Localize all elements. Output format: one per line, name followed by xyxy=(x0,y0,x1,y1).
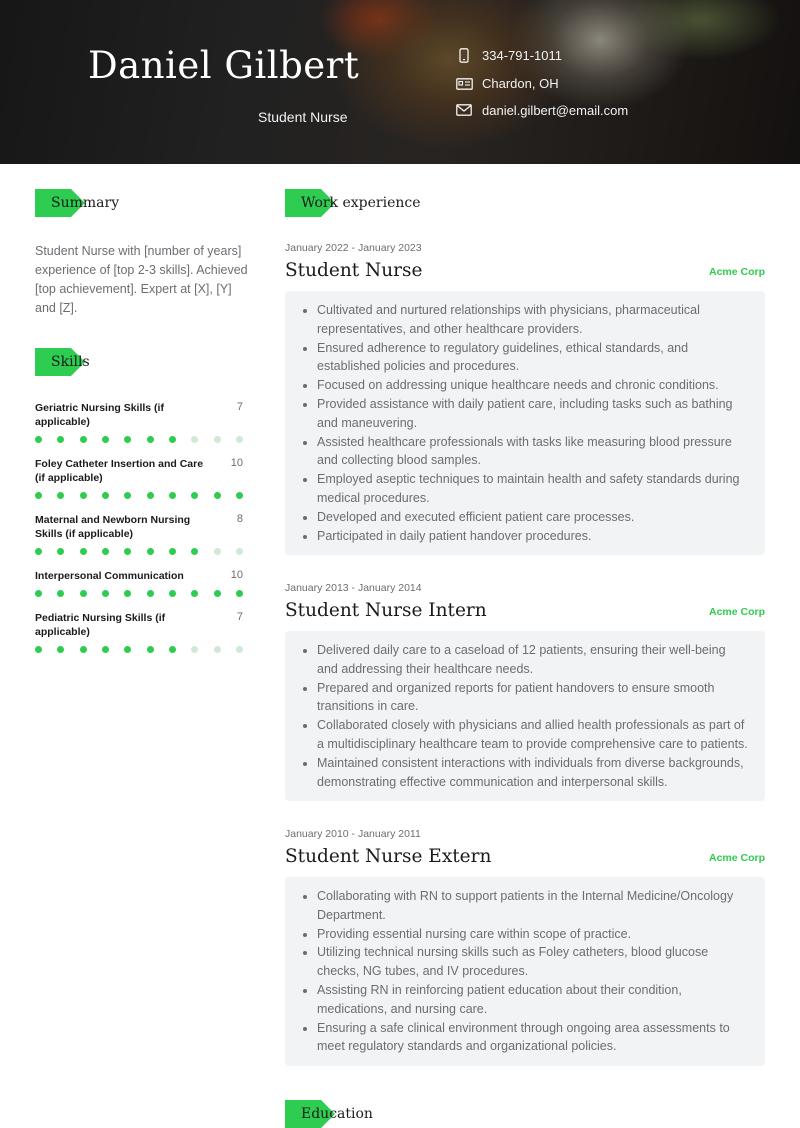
rating-dot-empty xyxy=(236,646,243,653)
work-heading-tag xyxy=(285,189,421,217)
rating-dot-filled xyxy=(102,548,109,555)
skill-name: Foley Catheter Insertion and Care (if applicable) xyxy=(35,458,204,484)
job-bullet: • Developed and executed efficient patient care processes. xyxy=(317,508,749,527)
rating-dot-empty xyxy=(214,436,221,443)
job-bullet: • Collaborating with RN to support patients in the Internal Medicine/Oncology Department. xyxy=(317,887,749,925)
email-text: daniel.gilbert@email.com xyxy=(482,102,629,118)
rating-dot-filled xyxy=(191,492,198,499)
rating-dot-filled xyxy=(57,646,64,653)
skill-name: Geriatric Nursing Skills (if applicable) xyxy=(35,402,164,428)
skill-item xyxy=(35,611,245,653)
location-text: Chardon, OH xyxy=(482,75,559,91)
job-description xyxy=(285,877,765,1066)
summary-heading: Summary xyxy=(51,195,120,211)
job-dates: January 2022 - January 2023 xyxy=(285,242,422,254)
rating-dot-filled xyxy=(35,548,42,555)
job-dates: January 2013 - January 2014 xyxy=(285,582,422,594)
job-description xyxy=(285,291,765,555)
rating-dot-filled xyxy=(80,590,87,597)
rating-dot-filled xyxy=(147,436,154,443)
contact-location xyxy=(455,75,559,91)
rating-dot-filled xyxy=(80,646,87,653)
job-bullet: • Ensured adherence to regulatory guidelines, ethical standards, and established policies and procedures. xyxy=(317,339,749,377)
job-company: Acme Corp xyxy=(708,606,765,618)
rating-dot-filled xyxy=(169,548,176,555)
contact-email xyxy=(455,102,628,118)
job-bullet: • Focused on addressing unique healthcare needs and chronic conditions. xyxy=(317,376,749,395)
rating-dot-filled xyxy=(169,590,176,597)
rating-dot-empty xyxy=(236,436,243,443)
skills-heading-tag xyxy=(35,348,90,376)
rating-dot-filled xyxy=(191,548,198,555)
job-entry xyxy=(285,582,765,801)
job-bullet: • Assisting RN in reinforcing patient education about their condition, medications, and nursing care. xyxy=(317,981,749,1019)
rating-dot-filled xyxy=(147,590,154,597)
rating-dot-filled xyxy=(35,436,42,443)
education-heading: Education xyxy=(301,1106,373,1122)
skill-rating-dots xyxy=(35,646,243,653)
skill-rating-dots xyxy=(35,492,243,499)
rating-dot-filled xyxy=(124,436,131,443)
job-dates: January 2010 - January 2011 xyxy=(285,828,421,840)
job-description xyxy=(285,631,765,801)
summary-text: Student Nurse with [number of years] experience of [top 2-3 skills]. Achieved [top achievement]. Expert at [X], [Y] and [Z]. xyxy=(35,244,248,315)
rating-dot-filled xyxy=(35,492,42,499)
contact-phone xyxy=(455,47,562,63)
rating-dot-filled xyxy=(102,646,109,653)
job-bullet: • Assisted healthcare professionals with tasks like measuring blood pressure and collecting blood samples. xyxy=(317,433,749,471)
rating-dot-filled xyxy=(124,492,131,499)
rating-dot-filled xyxy=(35,646,42,653)
work-heading: Work experience xyxy=(301,195,421,211)
job-bullet: • Utilizing technical nursing skills such as Foley catheters, blood glucose checks, NG tubes, and IV procedures. xyxy=(317,943,749,981)
rating-dot-empty xyxy=(214,646,221,653)
rating-dot-filled xyxy=(102,492,109,499)
job-bullet: • Ensuring a safe clinical environment through ongoing area assessments to meet regulatory standards and organizational policies. xyxy=(317,1019,749,1057)
rating-dot-filled xyxy=(147,492,154,499)
skills-list xyxy=(35,401,245,667)
job-bullet: • Collaborated closely with physicians and allied health professionals as part of a multidisciplinary healthcare team to provide comprehensive care to patients. xyxy=(317,716,749,754)
skill-item xyxy=(35,457,245,499)
job-bullet: • Provided assistance with daily patient care, including tasks such as bathing and maneuvering. xyxy=(317,395,749,433)
rating-dot-filled xyxy=(80,436,87,443)
skill-item xyxy=(35,513,245,555)
skill-level: 10 xyxy=(230,457,243,469)
education-heading-tag xyxy=(285,1100,373,1128)
candidate-role: Student Nurse xyxy=(258,109,348,125)
job-title: Student Nurse Extern xyxy=(285,846,492,867)
rating-dot-filled xyxy=(102,590,109,597)
job-company: Acme Corp xyxy=(708,852,765,864)
rating-dot-filled xyxy=(214,492,221,499)
rating-dot-filled xyxy=(236,590,243,597)
phone-text: 334-791-1011 xyxy=(482,47,562,63)
job-bullet: • Participated in daily patient handover procedures. xyxy=(317,527,749,546)
phone-icon xyxy=(455,47,473,63)
rating-dot-empty xyxy=(191,436,198,443)
rating-dot-filled xyxy=(169,492,176,499)
job-bullet: • Delivered daily care to a caseload of 12 patients, ensuring their well-being and addressing their healthcare needs. xyxy=(317,641,749,679)
job-bullet: • Employed aseptic techniques to maintain health and safety standards during medical procedures. xyxy=(317,470,749,508)
rating-dot-filled xyxy=(124,548,131,555)
job-company: Acme Corp xyxy=(708,266,765,278)
job-title: Student Nurse Intern xyxy=(285,600,487,621)
rating-dot-filled xyxy=(169,436,176,443)
rating-dot-filled xyxy=(80,492,87,499)
rating-dot-empty xyxy=(236,548,243,555)
rating-dot-filled xyxy=(236,492,243,499)
skill-name: Maternal and Newborn Nursing Skills (if applicable) xyxy=(35,514,191,540)
skill-rating-dots xyxy=(35,590,243,597)
candidate-name: Daniel Gilbert xyxy=(88,44,360,87)
rating-dot-filled xyxy=(35,590,42,597)
skill-level: 7 xyxy=(236,611,243,623)
rating-dot-empty xyxy=(214,548,221,555)
skill-name: Pediatric Nursing Skills (if applicable) xyxy=(35,612,166,638)
job-bullet: • Cultivated and nurtured relationships with physicians, pharmaceutical representatives, and other healthcare providers. xyxy=(317,301,749,339)
rating-dot-filled xyxy=(191,590,198,597)
rating-dot-filled xyxy=(169,646,176,653)
location-card-icon xyxy=(455,75,473,91)
rating-dot-filled xyxy=(102,436,109,443)
rating-dot-empty xyxy=(191,646,198,653)
rating-dot-filled xyxy=(57,436,64,443)
job-title: Student Nurse xyxy=(285,260,423,281)
skill-level: 7 xyxy=(236,401,243,413)
rating-dot-filled xyxy=(57,492,64,499)
skill-item xyxy=(35,401,245,443)
skill-rating-dots xyxy=(35,548,243,555)
rating-dot-filled xyxy=(214,590,221,597)
skill-level: 8 xyxy=(236,513,243,525)
job-entry xyxy=(285,242,765,555)
rating-dot-filled xyxy=(147,646,154,653)
skill-name: Interpersonal Communication xyxy=(35,570,184,582)
rating-dot-filled xyxy=(57,548,64,555)
job-bullet: • Maintained consistent interactions with individuals from diverse backgrounds, demonstrating effective communication and interpersonal skills. xyxy=(317,754,749,792)
job-bullet: • Providing essential nursing care within scope of practice. xyxy=(317,925,749,944)
skill-item xyxy=(35,569,245,597)
email-icon xyxy=(455,102,473,118)
rating-dot-filled xyxy=(57,590,64,597)
job-entry xyxy=(285,828,765,1066)
resume-header xyxy=(0,0,800,164)
skill-rating-dots xyxy=(35,436,243,443)
skill-level: 10 xyxy=(230,569,243,581)
job-bullet: • Prepared and organized reports for patient handovers to ensure smooth transitions in care. xyxy=(317,679,749,717)
rating-dot-filled xyxy=(124,646,131,653)
rating-dot-filled xyxy=(124,590,131,597)
skills-heading: Skills xyxy=(51,354,90,370)
rating-dot-filled xyxy=(147,548,154,555)
summary-heading-tag xyxy=(35,189,119,217)
rating-dot-filled xyxy=(80,548,87,555)
